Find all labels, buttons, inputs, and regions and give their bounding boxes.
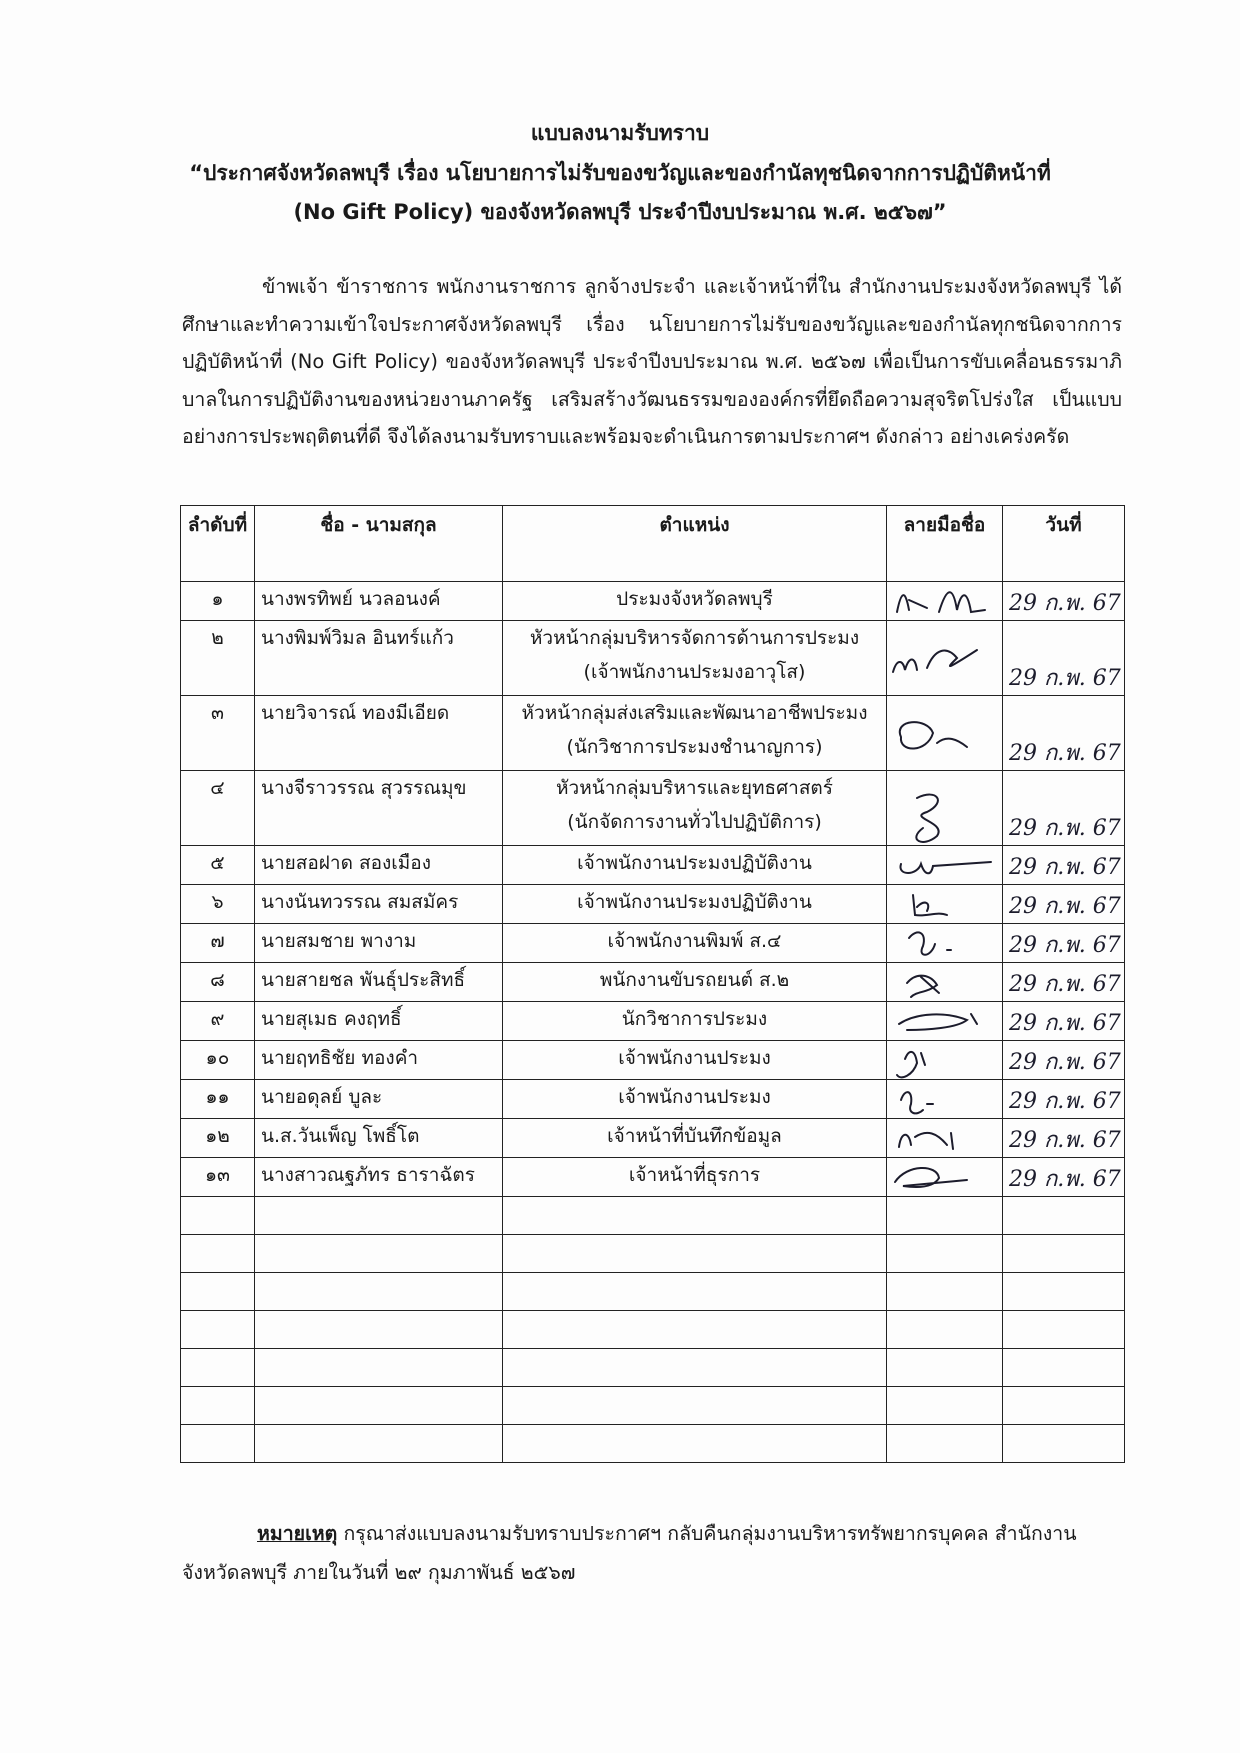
row-position [503,582,887,621]
header-position: ตำแหน่ง [503,506,887,582]
table-body [181,582,1125,1463]
row-signature [887,771,1003,846]
paragraph-text: ข้าพเจ้า ข้าราชการ พนักงานราชการ ลูกจ้างประจำ และเจ้าหน้าที่ใน สำนักงานประมงจังหวัดลพบุรี ได้ศึกษาและทำความเข้าใจประกาศจังหวัดลพบุรี เรื่อง นโยบายการไม่รับของขวัญและของกำนัลทุกชนิดจากการปฏิบัติหน้าที่ (No Gift Policy) ของจังหวัดลพบุรี ประจำปีงบประมาณ พ.ศ. ๒๕๖๗ เพื่อเป็นการขับเคลื่อนธรรมาภิบาลในการปฏิบัติงานของหน่วยงานภาครัฐ เสริมสร้างวัฒนธรรมขององค์กรที่ยึดถือความสุจริตโปร่งใส เป็นแบบอย่างการประพฤติตนที่ดี จึงได้ลงนามรับทราบและพร้อมจะดำเนินการตามประกาศฯ ดังกล่าว อย่างเคร่งครัด [182,275,1122,449]
table-row [181,1080,1125,1119]
signature-stroke [899,1133,953,1149]
row-position [503,924,887,963]
empty-table-row [181,1197,1125,1235]
row-position [503,1158,887,1197]
signature-stroke [900,722,967,748]
signature-stroke [913,895,947,915]
row-position [503,885,887,924]
row-signature [887,1002,1003,1041]
empty-cell [181,1197,255,1235]
row-name: นางพิมพ์วิมล อินทร์แก้ว [255,621,503,696]
empty-cell [255,1235,503,1273]
handwritten-date: 29 ก.พ. 67 [1009,1089,1121,1114]
handwritten-signature [887,582,1003,620]
position-line: (นักวิชาการประมงชำนาญการ) [566,736,823,758]
row-signature [887,924,1003,963]
acknowledgement-paragraph [182,268,1122,456]
empty-cell [503,1197,887,1235]
signature-table [180,505,1125,1463]
empty-cell [181,1425,255,1463]
empty-cell [181,1273,255,1311]
empty-cell [255,1387,503,1425]
row-signature [887,963,1003,1002]
row-name: นางสาวณฐภัทร ธาราฉัตร [255,1158,503,1197]
empty-table-row [181,1235,1125,1273]
row-name: นายฤทธิชัย ทองคำ [255,1041,503,1080]
signature-stroke [895,1168,967,1187]
handwritten-signature [887,696,1003,770]
empty-cell [181,1235,255,1273]
position-line: หัวหน้ากลุ่มส่งเสริมและพัฒนาอาชีพประมง [521,702,868,724]
handwritten-date: 29 ก.พ. 67 [1009,666,1121,691]
row-position [503,1002,887,1041]
signature-stroke [897,1052,925,1077]
handwritten-date: 29 ก.พ. 67 [1009,894,1121,919]
position-line: พนักงานขับรถยนต์ ส.๒ [599,969,790,991]
row-position [503,621,887,696]
header-signature: ลายมือชื่อ [887,506,1003,582]
table-header-row [181,506,1125,582]
handwritten-signature [887,1002,1003,1040]
signature-stroke [900,862,991,873]
empty-cell [503,1235,887,1273]
row-number: ๑๒ [181,1119,255,1158]
empty-cell [255,1273,503,1311]
table-row [181,771,1125,846]
table-row [181,621,1125,696]
empty-cell [1003,1235,1125,1273]
empty-table-row [181,1349,1125,1387]
handwritten-date: 29 ก.พ. 67 [1009,1011,1121,1036]
subject-line-2: (No Gift Policy) ของจังหวัดลพบุรี ประจำปีงบประมาณ พ.ศ. ๒๕๖๗” [293,200,947,224]
position-line: เจ้าพนักงานประมง [618,1086,771,1108]
row-signature [887,1080,1003,1119]
row-number: ๑ [181,582,255,621]
empty-cell [1003,1197,1125,1235]
row-name: นายวิจารณ์ ทองมีเอียด [255,696,503,771]
empty-cell [181,1387,255,1425]
note-text: กรุณาส่งแบบลงนามรับทราบประกาศฯ กลับคืนกลุ่มงานบริหารทรัพยากรบุคคล สำนักงานจังหวัดลพบุรี ภายในวันที่ ๒๙ กุมภาพันธ์ ๒๕๖๗ [182,1522,1077,1584]
row-date-cell [1003,963,1125,1002]
position-line: เจ้าพนักงานประมงปฏิบัติงาน [577,852,812,874]
empty-cell [1003,1311,1125,1349]
row-name: นางนันทวรรณ สมสมัคร [255,885,503,924]
row-position [503,771,887,846]
row-date-cell [1003,846,1125,885]
empty-cell [887,1349,1003,1387]
row-date-cell [1003,1119,1125,1158]
table-row [181,582,1125,621]
position-line: (นักจัดการงานทั่วไปปฏิบัติการ) [567,811,822,833]
empty-table-row [181,1273,1125,1311]
empty-cell [1003,1387,1125,1425]
row-name: นางจีราวรรณ สุวรรณมุข [255,771,503,846]
row-number: ๕ [181,846,255,885]
signature-stroke [901,1092,933,1113]
empty-cell [181,1311,255,1349]
signature-stroke [899,1014,977,1030]
empty-cell [887,1387,1003,1425]
row-date-cell [1003,582,1125,621]
row-number: ๔ [181,771,255,846]
empty-cell [503,1387,887,1425]
position-line: เจ้าหน้าที่ธุรการ [628,1164,761,1186]
row-position [503,1080,887,1119]
row-position [503,1119,887,1158]
handwritten-date: 29 ก.พ. 67 [1009,1128,1121,1153]
row-number: ๓ [181,696,255,771]
position-line: หัวหน้ากลุ่มบริหารจัดการด้านการประมง [529,627,860,649]
empty-cell [503,1311,887,1349]
row-date-cell [1003,696,1125,771]
row-date-cell [1003,1158,1125,1197]
empty-cell [255,1197,503,1235]
empty-cell [255,1311,503,1349]
empty-table-row [181,1425,1125,1463]
handwritten-signature [887,846,1003,884]
header-no: ลำดับที่ [181,506,255,582]
table-row [181,1002,1125,1041]
handwritten-signature [887,924,1003,962]
empty-cell [503,1349,887,1387]
handwritten-date: 29 ก.พ. 67 [1009,972,1121,997]
empty-cell [255,1425,503,1463]
row-position [503,1041,887,1080]
row-position [503,963,887,1002]
empty-cell [887,1235,1003,1273]
table-row [181,1041,1125,1080]
row-signature [887,1041,1003,1080]
row-date-cell [1003,1041,1125,1080]
handwritten-signature [887,621,1003,695]
row-signature [887,1158,1003,1197]
handwritten-date: 29 ก.พ. 67 [1009,855,1121,880]
form-title: แบบลงนามรับทราบ [530,121,710,145]
row-name: นายสมชาย พางาม [255,924,503,963]
row-name: นายสายชล พันธุ์ประสิทธิ์ [255,963,503,1002]
row-number: ๑๐ [181,1041,255,1080]
position-line: เจ้าพนักงานประมง [618,1047,771,1069]
row-signature [887,621,1003,696]
handwritten-date: 29 ก.พ. 67 [1009,741,1121,766]
signature-stroke [893,650,977,672]
row-name: นายอดุลย์ บูละ [255,1080,503,1119]
empty-table-row [181,1387,1125,1425]
table-row [181,1158,1125,1197]
table-row [181,696,1125,771]
row-signature [887,846,1003,885]
empty-cell [181,1349,255,1387]
handwritten-date: 29 ก.พ. 67 [1009,591,1121,616]
empty-cell [255,1349,503,1387]
position-line: ประมงจังหวัดลพบุรี [616,588,773,610]
empty-cell [503,1425,887,1463]
note-label: หมายเหตุ [257,1522,338,1545]
row-number: ๘ [181,963,255,1002]
row-position [503,696,887,771]
position-line: เจ้าหน้าที่บันทึกข้อมูล [607,1125,782,1147]
row-number: ๗ [181,924,255,963]
row-date-cell [1003,924,1125,963]
footnote [182,1514,1122,1592]
empty-cell [1003,1273,1125,1311]
empty-cell [887,1273,1003,1311]
header-date: วันที่ [1003,506,1125,582]
row-date-cell [1003,1080,1125,1119]
row-name: นางพรทิพย์ นวลอนงค์ [255,582,503,621]
signature-stroke [916,795,938,842]
row-number: ๙ [181,1002,255,1041]
row-number: ๑๓ [181,1158,255,1197]
table-row [181,846,1125,885]
row-date-cell [1003,621,1125,696]
row-date-cell [1003,1002,1125,1041]
signature-stroke [897,592,985,612]
empty-table-row [181,1311,1125,1349]
handwritten-signature [887,1080,1003,1118]
empty-cell [887,1197,1003,1235]
position-line: เจ้าพนักงานประมงปฏิบัติงาน [577,891,812,913]
empty-cell [1003,1349,1125,1387]
row-signature [887,582,1003,621]
handwritten-signature [887,771,1003,845]
signature-stroke [909,932,951,954]
row-number: ๖ [181,885,255,924]
header-name: ชื่อ - นามสกุล [255,506,503,582]
table-row [181,963,1125,1002]
signature-stroke [907,976,939,997]
row-date-cell [1003,771,1125,846]
row-name: น.ส.วันเพ็ญ โพธิ์โต [255,1119,503,1158]
empty-cell [887,1311,1003,1349]
row-signature [887,1119,1003,1158]
handwritten-signature [887,1119,1003,1157]
handwritten-date: 29 ก.พ. 67 [1009,933,1121,958]
row-name: นายสุเมธ คงฤทธิ์ [255,1002,503,1041]
table-row [181,924,1125,963]
table-row [181,885,1125,924]
row-position [503,846,887,885]
empty-cell [1003,1425,1125,1463]
handwritten-signature [887,963,1003,1001]
row-date-cell [1003,885,1125,924]
row-number: ๒ [181,621,255,696]
handwritten-signature [887,1041,1003,1079]
empty-cell [503,1273,887,1311]
position-line: หัวหน้ากลุ่มบริหารและยุทธศาสตร์ [556,777,833,799]
handwritten-signature [887,1158,1003,1196]
position-line: เจ้าพนักงานพิมพ์ ส.๔ [607,930,782,952]
empty-cell [887,1425,1003,1463]
handwritten-date: 29 ก.พ. 67 [1009,1050,1121,1075]
row-signature [887,885,1003,924]
row-number: ๑๑ [181,1080,255,1119]
handwritten-signature [887,885,1003,923]
row-name: นายสอฝาด สองเมือง [255,846,503,885]
handwritten-date: 29 ก.พ. 67 [1009,816,1121,841]
position-line: นักวิชาการประมง [621,1008,768,1030]
position-line: (เจ้าพนักงานประมงอาวุโส) [583,661,806,683]
handwritten-date: 29 ก.พ. 67 [1009,1167,1121,1192]
table-row [181,1119,1125,1158]
subject-line-1: “ประกาศจังหวัดลพบุรี เรื่อง นโยบายการไม่รับของขวัญและของกำนัลทุชนิดจากการปฏิบัติหน้าที่ [189,161,1051,185]
row-signature [887,696,1003,771]
